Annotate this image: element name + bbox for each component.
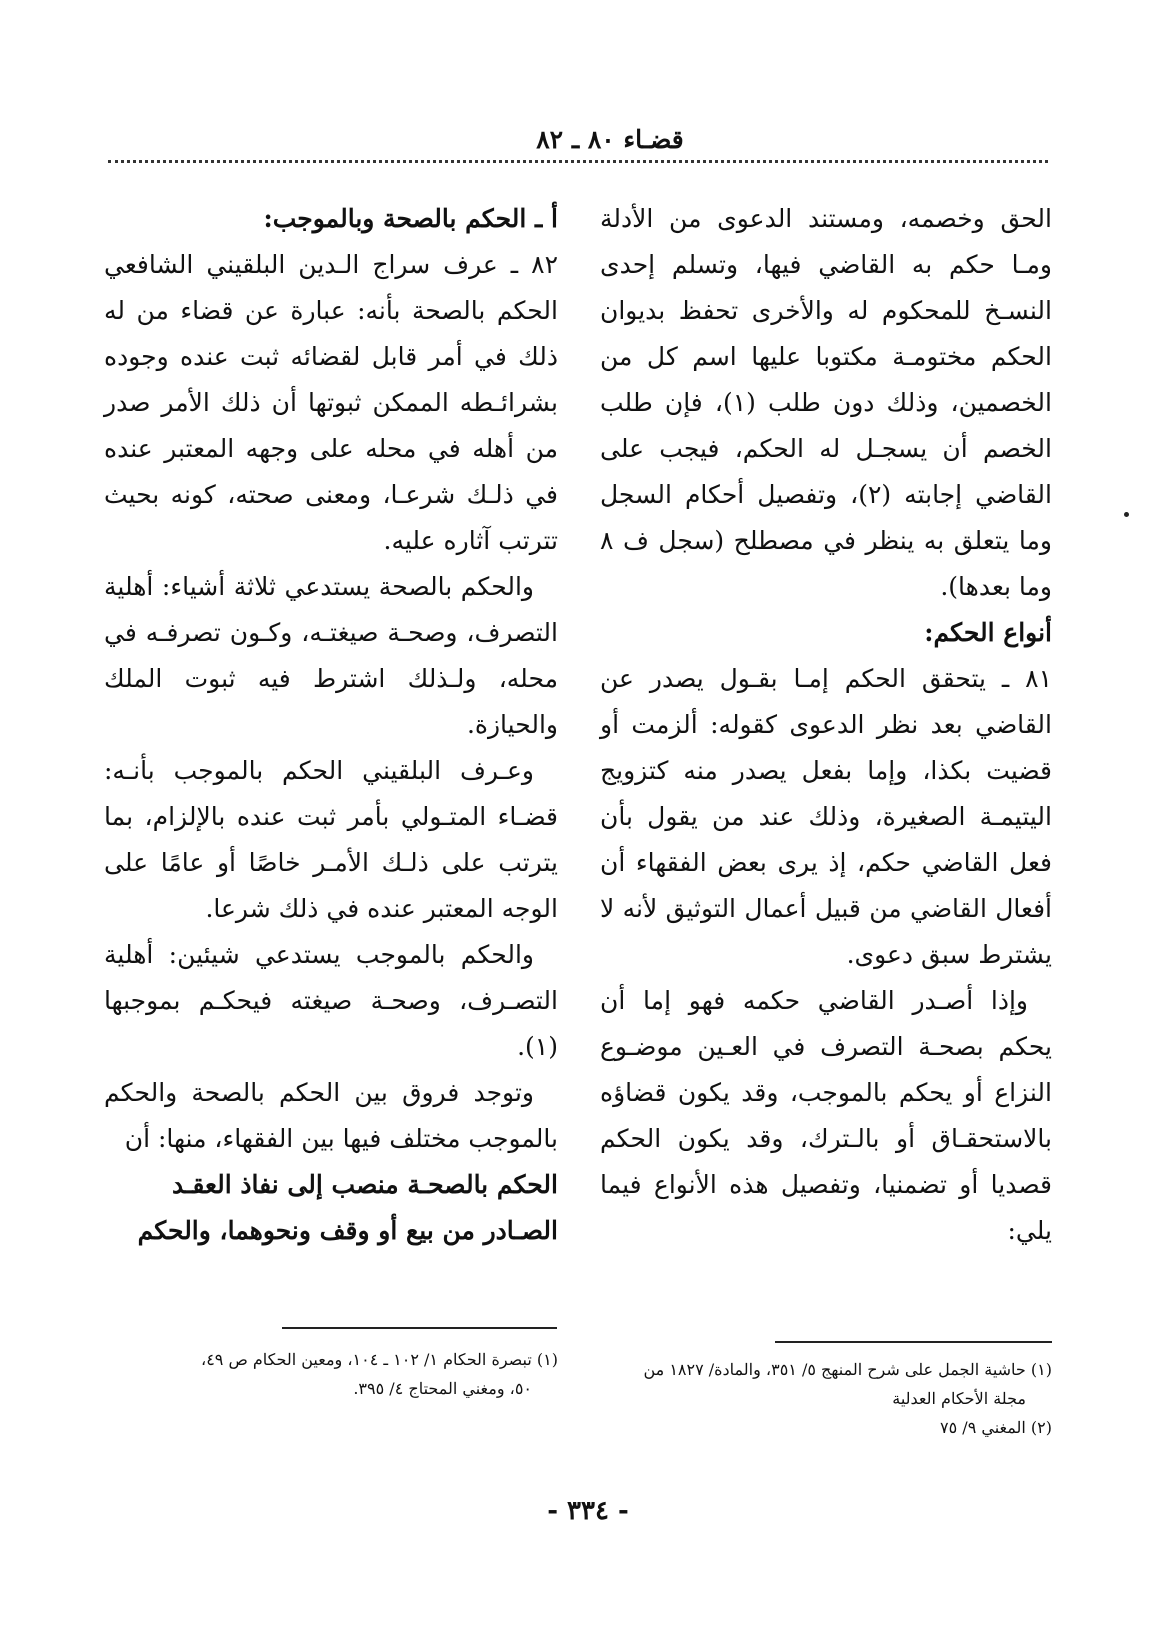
paragraph-mujib-definition: وعـرف البلقيني الحكم بالموجب بأنـه: قضـاء المتـولي بأمر ثبت عنده بالإلزام، بما يترتب على ذلـك الأمـر خاصًا أو عامًا على الوجه المعتبر عنده في ذلك شرعا. [104, 756, 558, 923]
paragraph-81: ٨١ ـ يتحقق الحكم إمـا بقـول يصدر عن القاضي بعد نظر الدعوى كقوله: ألزمت أو قضيت بكذا، وإما بفعل يصدر منه كتزويج اليتيمـة الصغيرة، وذلك عند من يقول بأن فعل القاضي حكم، إذ يرى بعض الفقهاء أن أفعال القاضي من قبيل أعمال التوثيق لأنه لا يشترط سبق دعوى. [600, 664, 1052, 969]
footnote-1-right-line-2: مجلة الأحكام العدلية [892, 1389, 1026, 1408]
paragraph-three-things: والحكم بالصحة يستدعي ثلاثة أشياء: أهلية التصرف، وصحـة صيغتـه، وكـون تصرفـه في محله، ولـذلك اشترط فيه ثبوت الملك والحيازة. [104, 572, 558, 739]
footnotes-left [104, 1345, 558, 1403]
footnote-1-left-line-2: ٥٠، ومغني المحتاج ٤/ ٣٩٥. [353, 1379, 532, 1398]
footnote-rule-left [282, 1327, 557, 1329]
page-number: - ٣٣٤ - [547, 1496, 629, 1526]
footnote-2-right: (٢) المغني ٩/ ٧٥ [940, 1418, 1052, 1437]
paragraph-differences: وتوجد فروق بين الحكم بالصحة والحكم بالموجب مختلف فيها بين الفقهاء، منها: أن [104, 1078, 558, 1153]
margin-dot [1124, 512, 1129, 517]
paragraph-82: ٨٢ ـ عرف سراج الـدين البلقيني الشافعي الحكم بالصحة بأنه: عبارة عن قضاء من له ذلك في أمر قابل لقضائه ثبت عنده وجوده بشرائـطه الممكن ثبوتها أن ذلك الأمر صدر من أهله في محله على وجهه المعتبر عنده في ذلـك شرعـا، ومعنى صحته، كونه بحيث تترتب آثاره عليه. [104, 250, 558, 555]
paragraph-bold-line-2: الصـادر من بيع أو وقف ونحوهما، والحكم [137, 1216, 558, 1245]
right-column [600, 196, 1052, 1254]
footnote-1-left-line-1: (١) تبصرة الحكام ١/ ١٠٢ ـ ١٠٤، ومعين الحكام ص ٤٩، [201, 1350, 558, 1369]
running-header: قضـاء ٨٠ ـ ٨٢ [536, 125, 684, 154]
section-heading-a: أ ـ الحكم بالصحة وبالموجب: [263, 204, 558, 233]
footnotes-right [600, 1355, 1052, 1442]
section-heading-types: أنواع الحكم: [924, 618, 1052, 647]
paragraph-two-things: والحكم بالموجب يستدعي شيئين: أهلية التصـرف، وصحـة صيغته فيحكـم بموجبها (١). [104, 940, 558, 1061]
header-dotted-rule [108, 160, 1048, 163]
footnote-rule-right [775, 1341, 1052, 1343]
paragraph-issued: وإذا أصـدر القاضي حكمه فهو إما أن يحكم بصحـة التصرف في العـين موضـوع النزاع أو يحكم بالموجب، وقد يكون قضاؤه بالاستحقـاق أو بالـترك، وقد يكون الحكم قصديا أو تضمنيا، وتفصيل هذه الأنواع فيما يلي: [600, 986, 1052, 1245]
paragraph-continuation: الحق وخصمه، ومستند الدعوى من الأدلة ومـا حكم به القاضي فيها، وتسلم إحدى النسـخ للمحكوم له والأخرى تحفظ بديوان الحكم مختومـة مكتوبا عليها اسم كل من الخصمين، وذلك دون طلب (١)، فإن طلب الخصم أن يسجـل له الحكم، فيجب على القاضي إجابته (٢)، وتفصيل أحكام السجل وما يتعلق به ينظر في مصطلح (سجل ف ٨ وما بعدها). [600, 204, 1052, 601]
footnote-1-right-line-1: (١) حاشية الجمل على شرح المنهج ٥/ ٣٥١، والمادة/ ١٨٢٧ من [643, 1360, 1052, 1379]
paragraph-bold-line-1: الحكم بالصحـة منصب إلى نفاذ العقـد [171, 1170, 558, 1199]
left-column [104, 196, 558, 1254]
